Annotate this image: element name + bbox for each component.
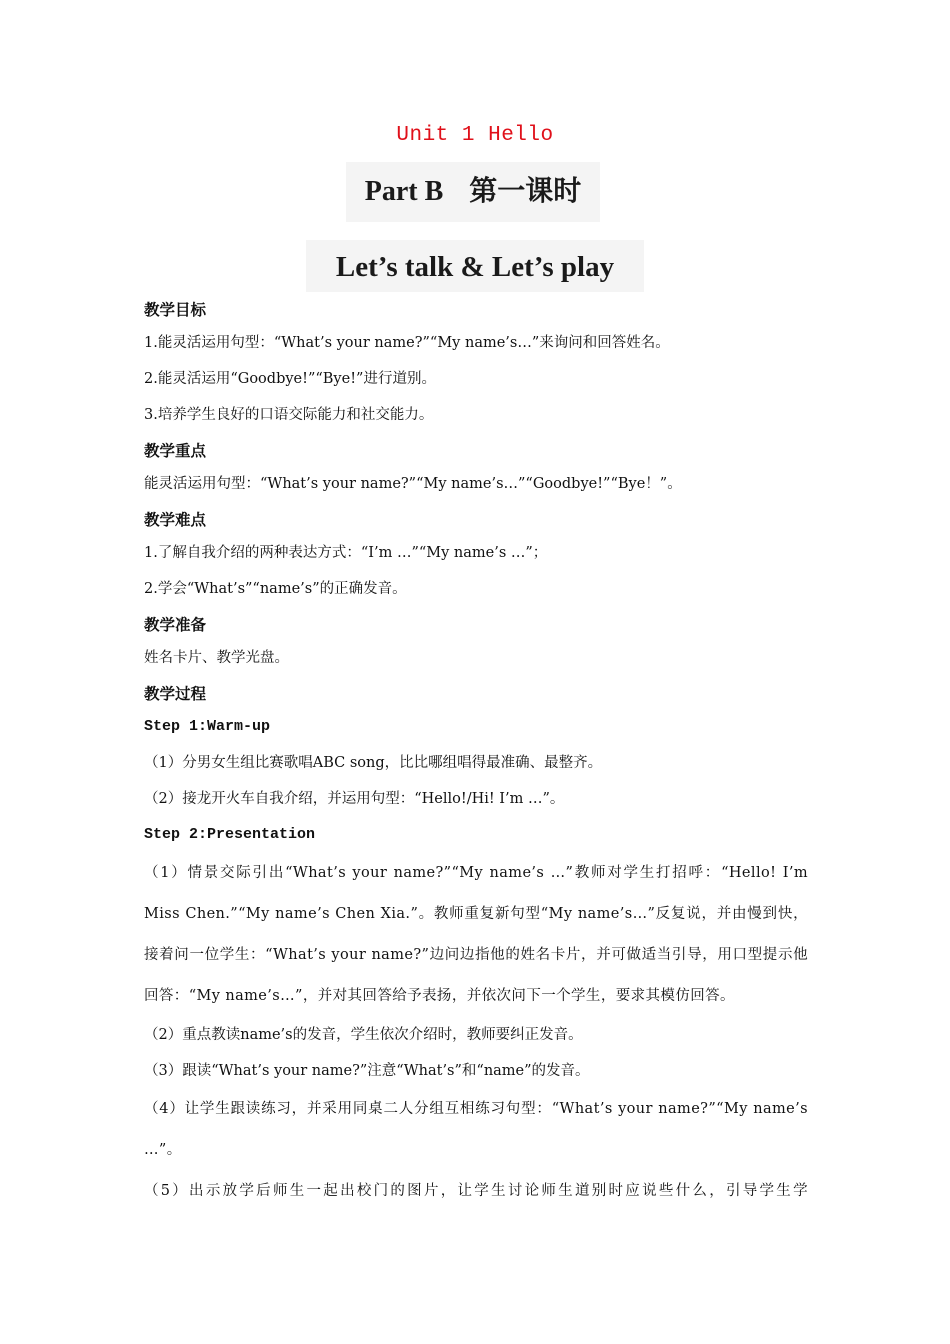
process-heading: 教学过程	[144, 685, 207, 703]
objective-item: 2.能灵活运用“Goodbye!”“Bye!”进行道别。	[144, 371, 436, 387]
objective-item: 3.培养学生良好的口语交际能力和社交能力。	[144, 407, 434, 423]
step2-item-1: （1）情景交际引出“What’s your name?”“My name’s …”教师对学生打招呼：“Hello! I’m Miss Chen.”“My name’s Chen Xia.”。教师重复新句型“My name’s…”反复说，并由慢到快，接着问一位学生：“What’s your name?”边问边指他的姓名卡片，并可做适当引导，用口型提示他回答：“My name’s…”，并对其回答给予表扬，并依次问下一个学生，要求其模仿回答。	[144, 865, 808, 1004]
step2-item-2: （2）重点教读name’s的发音，学生依次介绍时，教师要纠正发音。	[144, 1027, 583, 1043]
unit-title: Unit 1 Hello	[396, 124, 554, 147]
lesson-plan-body	[144, 292, 808, 1212]
difficulty-item: 2.学会“What’s”“name’s”的正确发音。	[144, 581, 407, 597]
objective-item: 1.能灵活运用句型：“What’s your name?”“My name’s…”来询问和回答姓名。	[144, 335, 670, 351]
step1-item: （1）分男女生组比赛歌唱ABC song，比比哪组唱得最准确、最整齐。	[144, 755, 603, 771]
step2-item-3: （3）跟读“What’s your name?”注意“What’s”和“name”的发音。	[144, 1063, 590, 1079]
difficulties-heading: 教学难点	[144, 511, 207, 529]
step2-item-5: （5）出示放学后师生一起出校门的图片，让学生讨论师生道别时应说些什么，引导学生学	[144, 1183, 808, 1199]
activity-banner: Let’s talk & Let’s play	[306, 240, 644, 292]
step1-title: Step 1:Warm-up	[144, 718, 271, 735]
objectives-heading: 教学目标	[144, 301, 207, 319]
step2-item-4: （4）让学生跟读练习，并采用同桌二人分组互相练习句型：“What’s your name?”“My name’s …”。	[144, 1101, 808, 1158]
preparation-text: 姓名卡片、教学光盘。	[144, 650, 289, 666]
part-banner	[346, 162, 600, 222]
step2-title: Step 2:Presentation	[144, 826, 316, 843]
part-title: Part B	[364, 176, 444, 207]
step1-item: （2）接龙开火车自我介绍，并运用句型：“Hello!/Hi! I’m …”。	[144, 791, 565, 807]
difficulty-item: 1.了解自我介绍的两种表达方式：“I’m …”“My name’s …”；	[144, 545, 548, 561]
key-points-heading: 教学重点	[144, 442, 207, 460]
preparation-heading: 教学准备	[144, 616, 207, 634]
key-points-text: 能灵活运用句型：“What’s your name?”“My name’s…”“Goodbye!”“Bye！”。	[144, 476, 682, 492]
lesson-label: 第一课时	[469, 176, 582, 207]
